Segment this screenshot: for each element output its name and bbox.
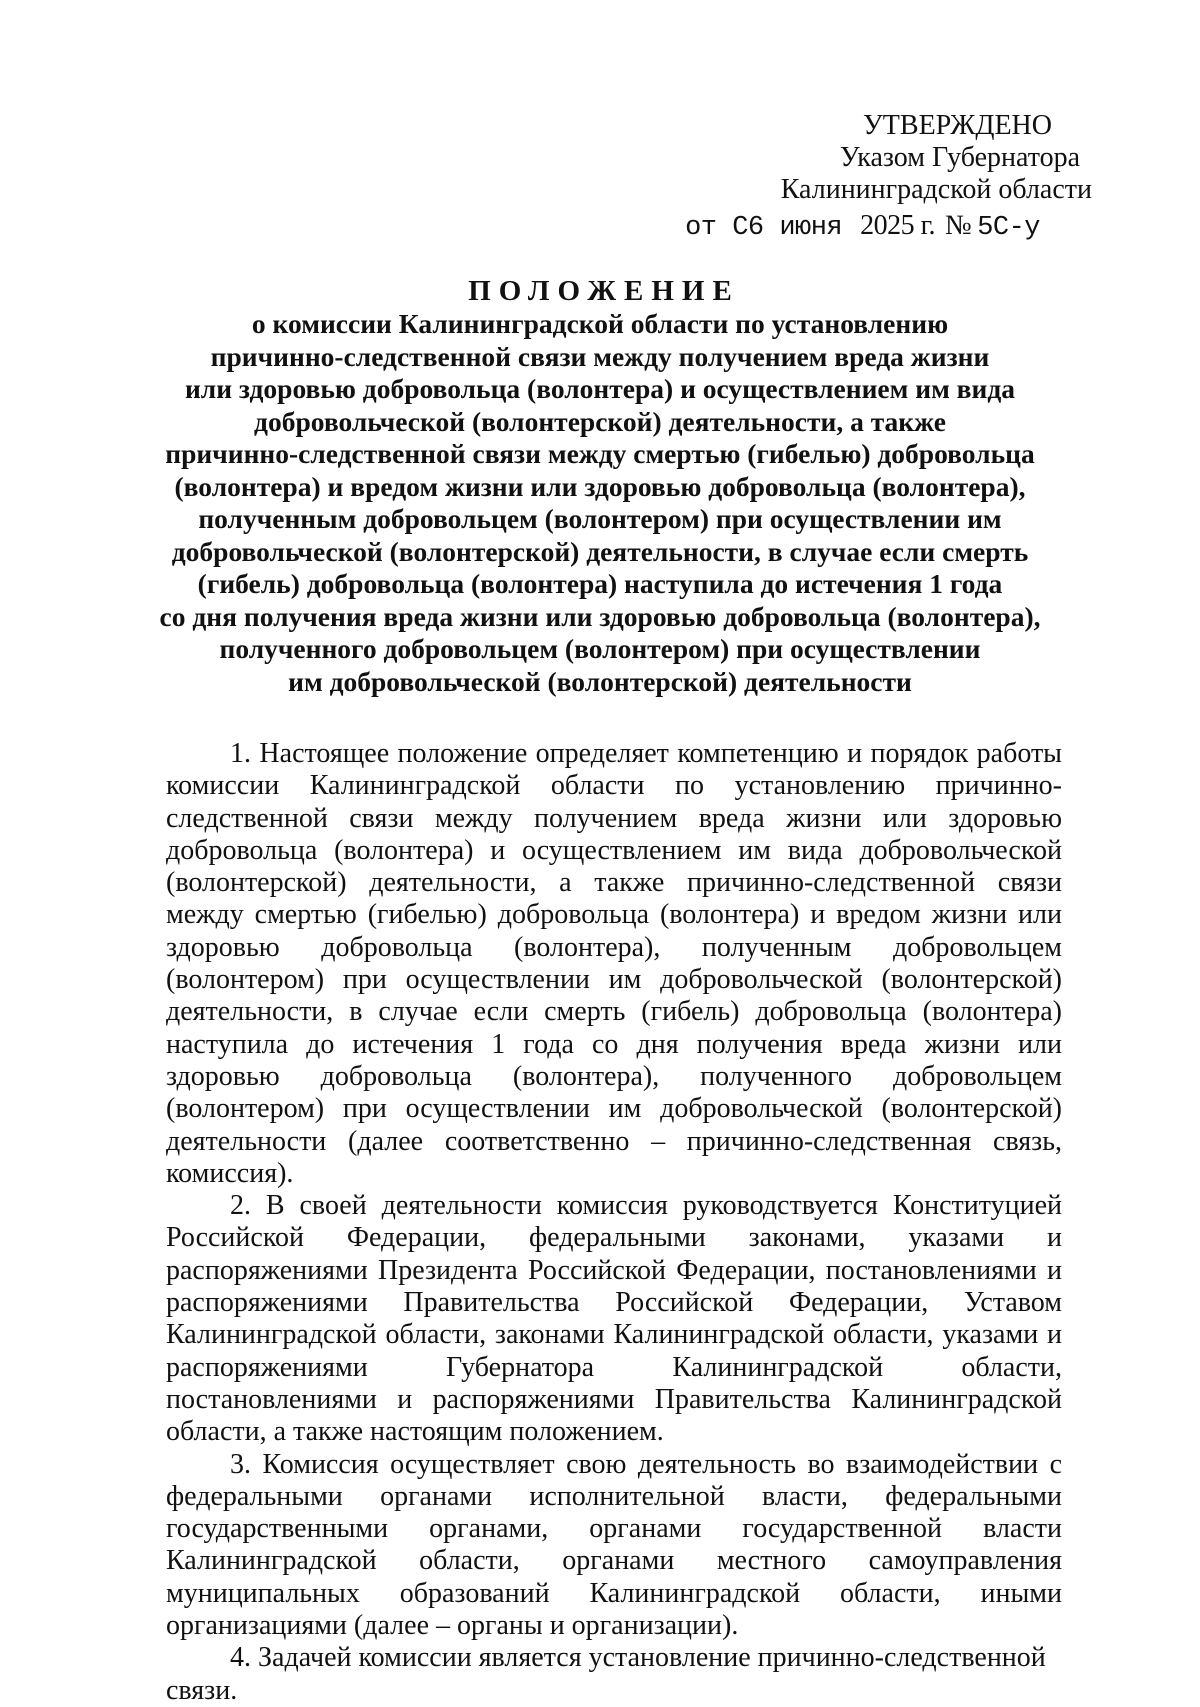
subtitle-line: им добровольческой (волонтерской) деятельности [288,665,912,697]
subtitle-line: о комиссии Калининградской области по установлению [251,308,949,339]
subtitle-line: добровольческой (волонтерской) деятельности, в случае если смерть [171,535,1029,567]
paragraph-3: 3. Комиссия осуществляет свою деятельность во взаимодействии с федеральными органами исполнительной власти, федеральными государственными органами, органами государственной власти Калининградской области, органами местного самоуправления муниципальных образований Калининградской области, иными организациями (далее – органы и организации). [166,1448,1062,1642]
subtitle-line: причинно-следственной связи между получением вреда жизни [210,340,990,372]
document-body [166,738,1062,1707]
subtitle-line: или здоровью добровольца (волонтера) и осуществлением им вида [184,373,1016,404]
document-title: ПОЛОЖЕНИЕ [468,275,740,307]
approval-region-line: Калининградской области [780,174,1092,205]
approval-number-sign: № [944,210,972,241]
approval-stamp: УТВЕРЖДЕНО [862,110,1052,141]
approval-date-line [572,210,1092,244]
approval-block [572,110,1092,244]
subtitle-line: (гибель) добровольца (волонтера) наступила до истечения 1 года [197,568,1003,599]
approval-date: от С6 июня [685,213,843,243]
subtitle-line: причинно-следственной связи между смертью (гибелью) добровольца [165,438,1035,469]
paragraph-4: 4. Задачей комиссии является установление причинно-следственной связи. [166,1642,1046,1706]
approval-year: 2025 г. [860,210,935,241]
paragraph-1: 1. Настоящее положение определяет компетенцию и порядок работы комиссии Калининградской области по установлению причинно-следственной связи между получением вреда жизни или здоровью добровольца (волонтера) и осуществлением им вида добровольческой (волонтерской) деятельности, а также причинно-следственной связи между смертью (гибелью) добровольца (волонтера) и вредом жизни или здоровью добровольца (волонтера), полученным добровольцем (волонтером) при осуществлении им добровольческой (волонтерской) деятельности, в случае если смерть (гибель) добровольца (волонтера) наступила до истечения 1 года со дня получения вреда жизни или здоровью добровольца (волонтера), полученного добровольцем (волонтером) при осуществлении им добровольческой (волонтерской) деятельности (далее соответственно – причинно-следственная связь, комиссия). [166,738,1062,1189]
subtitle-line: добровольческой (волонтерской) деятельности, а также [254,405,946,437]
subtitle-line: со дня получения вреда жизни или здоровью добровольца (волонтера), [159,600,1041,632]
approval-decree-line: Указом Губернатора [839,142,1080,173]
document-subtitle [150,308,1050,698]
approval-number: 5С-у [977,213,1040,243]
subtitle-line: полученным добровольцем (волонтером) при осуществлении им [198,503,1002,534]
paragraph-2: 2. В своей деятельности комиссия руководствуется Конституцией Российской Федерации, федеральными законами, указами и распоряжениями Президента Российской Федерации, постановлениями и распоряжениями Правительства Российской Федерации, Уставом Калининградской области, законами Калининградской области, указами и распоряжениями Губернатора Калининградской области, постановлениями и распоряжениями Правительства Калининградской области, а также настоящим положением. [166,1190,1062,1448]
subtitle-line: полученного добровольцем (волонтером) при осуществлении [219,633,981,664]
subtitle-line: (волонтера) и вредом жизни или здоровью добровольца (волонтера), [174,470,1026,502]
